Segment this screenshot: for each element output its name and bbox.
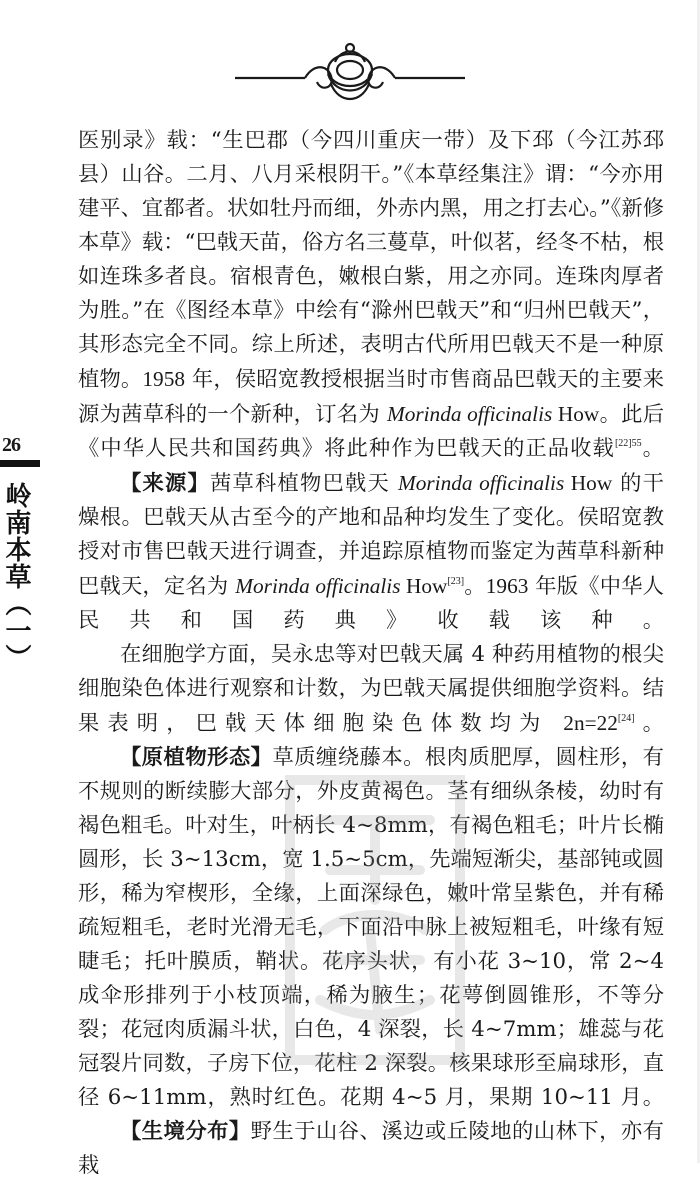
page-number: 26 (2, 434, 20, 456)
citation: [23] (447, 576, 465, 587)
paragraph-cytology: 在细胞学方面，吴永忠等对巴戟天属 4 种药用植物的根尖细胞染色体进行观察和计数，为巴戟天属提供细胞学资料。结果表明，巴戟天体细胞染色体数均为 2n=22[24]。 (78, 642, 664, 736)
background-seal-watermark (270, 760, 480, 1090)
citation: [24] (617, 713, 635, 724)
section-habitat: 【生境分布】野生于山谷、溪边或丘陵地的山林下，亦有栽 (78, 1119, 664, 1178)
page-number-rule (0, 460, 40, 467)
section-heading: 【生境分布】 (120, 1119, 251, 1144)
side-margin (0, 0, 44, 1163)
section-plant-morphology: 【原植物形态】草质缠绕藤本。根肉质肥厚，圆柱形，有不规则的断续膨大部分，外皮黄褐色。茎有细纵条棱，幼时有褐色粗毛。叶对生，叶柄长 4~8mm，有褐色粗毛；叶片长椭圆形，长 3~13cm，宽 1.5~5cm，先端短渐尖，基部钝或圆形，稀为窄楔形，全缘，上面深绿色，嫩叶常呈紫色，并有稀疏短粗毛，老时光滑无毛，下面沿中脉上被短粗毛，叶缘有短睫毛；托叶膜质，鞘状。花序头状，有小花 3~10，常 2~4 成伞形排列于小枝顶端，稀为腋生；花萼倒圆锥形，不等分裂；花冠肉质漏斗状，白色，4 深裂，长 4~7mm；雄蕊与花冠裂片同数，子房下位，花柱 2 深裂。核果球形至扁球形，直径 6~11mm，熟时红色。花期 4~5 月，果期 10~11 月。 (78, 745, 664, 1110)
section-source: 【来源】茜草科植物巴戟天 Morinda officinalis How 的干燥根。巴戟天从古至今的产地和品种均发生了变化。侯昭宽教授对市售巴戟天进行调查，并追踪原植物而鉴定为茜草科新种巴戟天，定名为 Morinda officinalis How[23]。1963 年版《中华人民共和国药典》收载该种。 (78, 471, 664, 633)
decorative-knot-ornament (235, 40, 465, 110)
section-heading: 【来源】 (120, 471, 211, 496)
citation: [22]55 (614, 438, 642, 449)
section-heading: 【原植物形态】 (120, 745, 273, 770)
running-book-title: 岭南本草（一） (1, 482, 31, 671)
paragraph-history: 医别录》载：“生巴郡（今四川重庆一带）及下邳（今江苏邳县）山谷。二月、八月采根阴干。”《本草经集注》谓：“今亦用建平、宜都者。状如牡丹而细，外赤内黑，用之打去心。”《新修本草》载：“巴戟天苗，俗方名三蔓草，叶似茗，经冬不枯，根如连珠多者良。宿根青色，嫩根白紫，用之亦同。连珠肉厚者为胜。”在《图经本草》中绘有“滁州巴戟天”和“归州巴戟天”，其形态完全不同。综上所述，表明古代所用巴戟天不是一种原植物。1958 年，侯昭宽教授根据当时市售商品巴戟天的主要来源为茜草科的一个新种，订名为 Morinda officinalis How。此后《中华人民共和国药典》将此种作为巴戟天的正品收载$^{[22]55}$。 (78, 128, 664, 461)
